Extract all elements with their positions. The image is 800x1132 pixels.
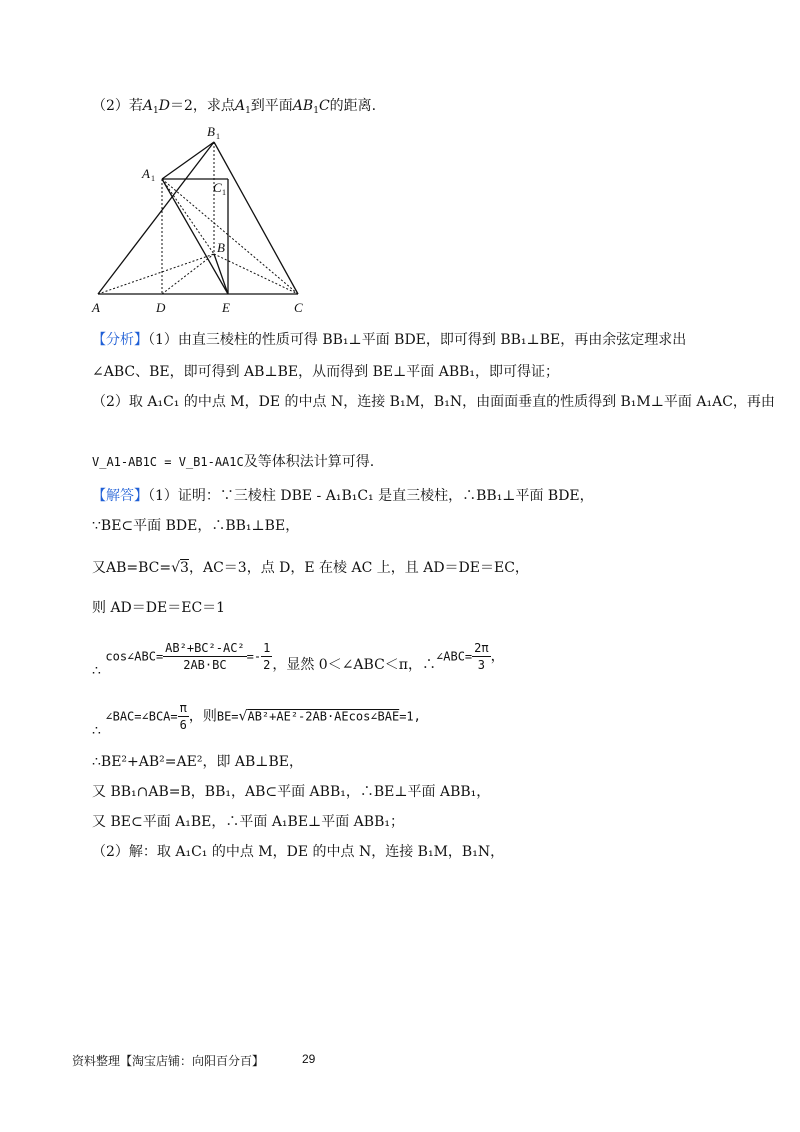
- solution-text: ∵BE⊂平面 BDE，∴BB₁⊥BE，: [92, 518, 300, 534]
- dashed-AB: [98, 254, 214, 294]
- fraction-numerator: 1: [263, 641, 271, 655]
- edge-AB1: [98, 142, 214, 294]
- solution-line-8: [92, 782, 490, 802]
- analysis-text: 及等体积法计算可得.: [243, 454, 375, 470]
- solution-text: 又AB=BC=: [92, 560, 172, 576]
- q-var: A: [142, 98, 154, 114]
- edge-A1E: [162, 179, 228, 294]
- solution-line-5: [92, 640, 505, 679]
- solution-text: 又 BE⊂平面 A₁BE，∴平面 A₁BE⊥平面 ABB₁；: [92, 814, 404, 830]
- analysis-line-2: [92, 362, 559, 382]
- therefore-symbol: ∴: [92, 662, 101, 679]
- solution-text: ，: [490, 648, 505, 665]
- solution-line-6: [92, 700, 421, 739]
- q-text: ＝2，求点: [170, 98, 235, 114]
- q-text: （2）若: [92, 98, 143, 114]
- solution-text: 又 BB₁∩AB=B，BB₁，AB⊂平面 ABB₁，∴BE⊥平面 ABB₁，: [92, 784, 491, 800]
- q-text: 到平面: [250, 98, 293, 114]
- volume-formula: V_A1-AB1C = V_B1-AA1C: [92, 455, 244, 469]
- dashed-DB: [162, 254, 214, 294]
- analysis-line-4: [92, 452, 374, 472]
- label-A1: A: [142, 166, 150, 181]
- label-sub: 1: [222, 188, 226, 197]
- solution-text: =1,: [399, 709, 421, 724]
- label-C1: C: [213, 180, 222, 195]
- solution-text: ，显然 0＜∠ABC＜π，∴: [272, 656, 437, 673]
- solution-text: ，AC＝3，点 D，E 在棱 AC 上，且 AD＝DE＝EC，: [188, 560, 529, 576]
- q-sub: 1: [245, 106, 251, 116]
- prism-figure: [80, 118, 330, 318]
- q-var: D: [158, 98, 171, 114]
- angle-fraction: [472, 640, 490, 673]
- q-sub: 1: [153, 106, 159, 116]
- solution-line-4: [92, 598, 225, 618]
- cos-fraction: [163, 640, 246, 673]
- solution-text: （2）解：取 A₁C₁ 的中点 M，DE 的中点 N，连接 B₁M，B₁N，: [92, 844, 505, 860]
- be-label: BE=: [216, 709, 239, 724]
- solution-line-7: [92, 752, 303, 772]
- fraction-denominator: 3: [477, 658, 485, 672]
- fraction-numerator: π: [179, 701, 187, 715]
- solution-tag: 【解答】: [92, 488, 148, 504]
- angle-label: ∠BAC=∠BCA=: [105, 709, 178, 724]
- fraction-numerator: AB²+BC²-AC²: [165, 641, 245, 655]
- dashed-A1C: [162, 179, 298, 294]
- edge-B1C: [214, 142, 298, 294]
- fraction-denominator: 6: [179, 718, 187, 732]
- q-text: 的距离.: [329, 98, 377, 114]
- solution-text: （1）证明：∵三棱柱 DBE - A₁B₁C₁ 是直三棱柱，∴BB₁⊥平面 BDE，: [148, 488, 594, 504]
- label-E: E: [222, 300, 230, 315]
- radicand: AB²+AE²-2AB·AEcos∠BAE: [247, 709, 400, 724]
- label-sub: 1: [151, 174, 155, 183]
- analysis-line-1: [92, 330, 686, 350]
- footer-source: 资料整理【淘宝店铺：向阳百分百】: [72, 1054, 265, 1068]
- q-sub: 1: [313, 106, 319, 116]
- solution-line-1: [92, 486, 594, 506]
- analysis-text: ∠ABC、BE，即可得到 AB⊥BE，从而得到 BE⊥平面 ABB₁，即可得证；: [92, 364, 560, 380]
- solution-line-10: [92, 842, 504, 862]
- label-B: B: [217, 240, 225, 255]
- sqrt-symbol: √: [238, 708, 248, 725]
- dashed-BC: [214, 254, 298, 294]
- q-var: A: [234, 98, 246, 114]
- page-number: 29: [302, 1052, 316, 1066]
- solution-text: ，则: [188, 708, 217, 725]
- label-D: D: [156, 300, 166, 315]
- fraction-denominator: 2AB·BC: [183, 658, 227, 672]
- q-var: AB: [292, 98, 314, 114]
- label-A: A: [92, 300, 100, 315]
- analysis-line-3: [92, 392, 775, 412]
- analysis-text: （1）由直三棱柱的性质可得 BB₁⊥平面 BDE，即可得到 BB₁⊥BE，再由余弦定理求出: [148, 332, 687, 348]
- label-B1: B: [207, 124, 215, 139]
- q-var: C: [318, 98, 330, 114]
- analysis-text: （2）取 A₁C₁ 的中点 M，DE 的中点 N，连接 B₁M，B₁N，由面面垂直的性质得到 B₁M⊥平面 A₁AC，再由: [92, 394, 775, 410]
- solution-line-9: [92, 812, 404, 832]
- solution-text: ∴BE²+AB²=AE²，即 AB⊥BE，: [92, 754, 303, 770]
- therefore-symbol: ∴: [92, 722, 101, 739]
- half-fraction: [261, 640, 272, 673]
- equals: =-: [246, 649, 262, 664]
- pi-fraction: [178, 700, 189, 733]
- radicand: 3: [180, 560, 189, 576]
- edge-A1B1: [162, 142, 214, 179]
- fraction-denominator: 2: [263, 658, 271, 672]
- solution-text: 则 AD＝DE＝EC＝1: [92, 600, 226, 616]
- solution-line-3: [92, 558, 529, 578]
- label-C: C: [294, 300, 303, 315]
- solution-line-2: [92, 516, 299, 536]
- label-sub: 1: [216, 132, 220, 141]
- cos-label: cos∠ABC=: [105, 649, 164, 664]
- angle-label: ∠ABC=: [436, 649, 473, 664]
- fraction-numerator: 2π: [474, 641, 489, 655]
- analysis-tag: 【分析】: [92, 332, 148, 348]
- sqrt-symbol: √: [171, 560, 181, 576]
